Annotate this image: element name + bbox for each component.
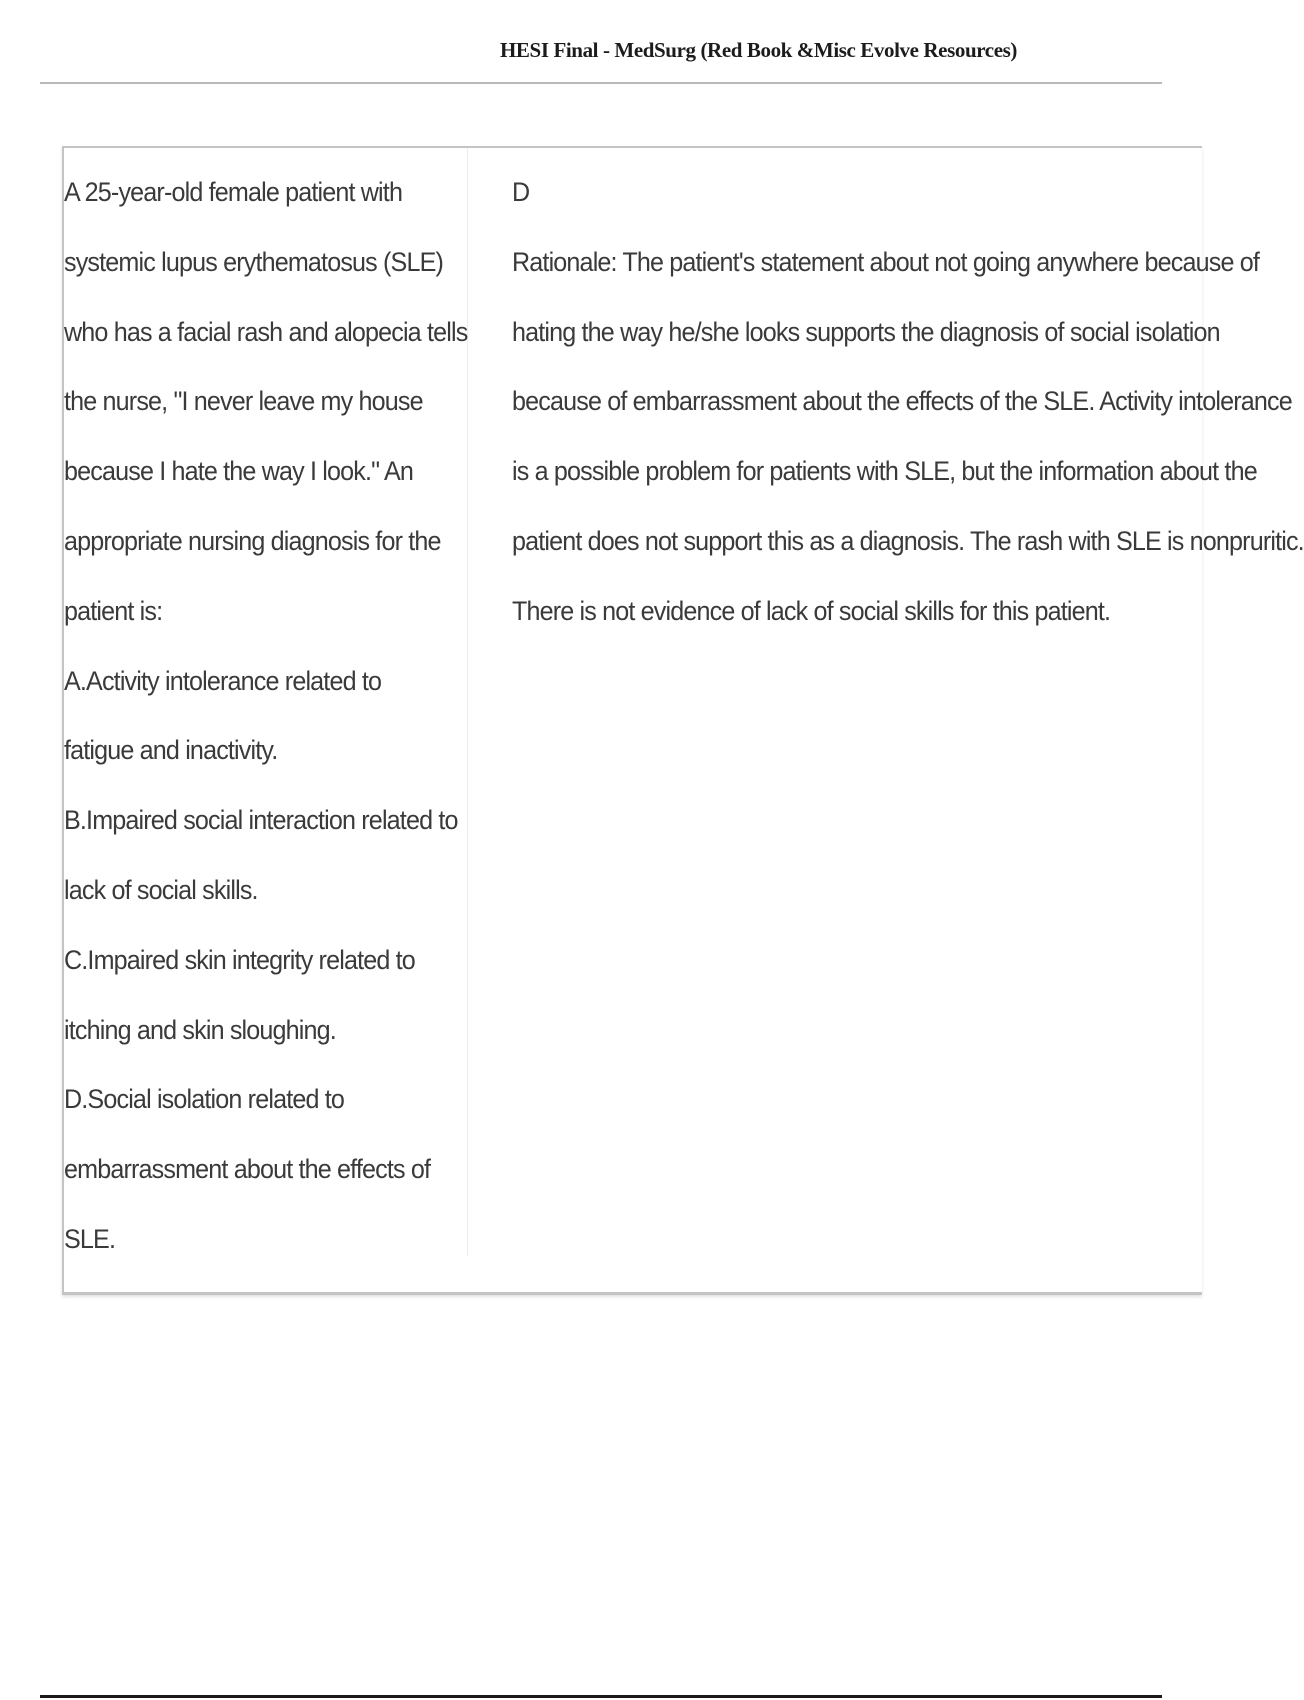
question-line: who has a facial rash and alopecia tells [64, 316, 468, 347]
answer-letter: D [512, 177, 530, 207]
rationale-line: is a possible problem for patients with SLE, but the information about the [512, 456, 1257, 487]
page-header [40, 38, 1162, 84]
option-a-line: A.Activity intolerance related to [64, 665, 382, 696]
footer-rule [40, 1695, 1162, 1698]
rationale-line: because of embarrassment about the effects of the SLE. Activity intolerance [512, 386, 1292, 417]
question-line: A 25-year-old female patient with [64, 177, 403, 207]
option-d-line: embarrassment about the effects of [64, 1154, 431, 1185]
flashcard [62, 146, 1304, 1295]
option-c-line: itching and skin sloughing. [64, 1014, 336, 1045]
question-line: patient is: [64, 595, 163, 626]
question-line: the nurse, "I never leave my house [64, 386, 423, 417]
question-line: systemic lupus erythematosus (SLE) [64, 246, 444, 277]
document-title: HESI Final - MedSurg (Red Book &Misc Evolve Resources) [500, 38, 1017, 62]
question-line: appropriate nursing diagnosis for the [64, 525, 441, 556]
option-b-line: lack of social skills. [64, 874, 258, 905]
rationale-line: Rationale: The patient's statement about not going anywhere because of [512, 246, 1260, 277]
rationale-line: There is not evidence of lack of social skills for this patient. [512, 595, 1111, 626]
question-line: because I hate the way I look." An [64, 456, 413, 487]
question-column [64, 148, 468, 1256]
option-a-line: fatigue and inactivity. [64, 735, 278, 766]
rationale-line: hating the way he/she looks supports the diagnosis of social isolation [512, 316, 1220, 347]
answer-column [512, 148, 1304, 647]
option-c-line: C.Impaired skin integrity related to [64, 944, 415, 975]
option-d-line: SLE. [64, 1223, 116, 1254]
rationale-line: patient does not support this as a diagnosis. The rash with SLE is nonpruritic. [512, 525, 1304, 556]
option-d-line: D.Social isolation related to [64, 1084, 345, 1115]
option-b-line: B.Impaired social interaction related to [64, 805, 458, 836]
